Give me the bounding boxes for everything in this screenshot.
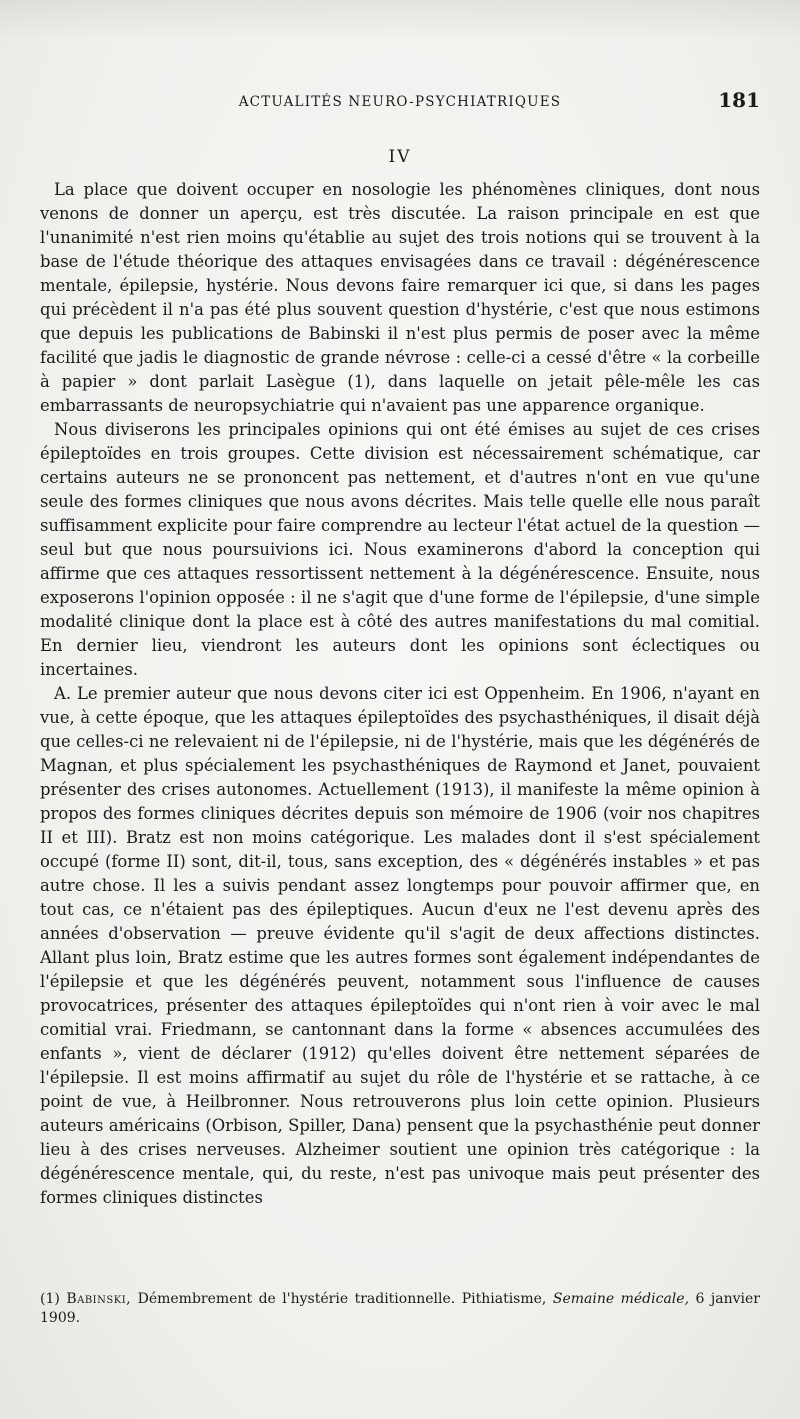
footnote-1 xyxy=(40,1290,760,1328)
body-text xyxy=(40,178,760,1210)
running-title: ACTUALITÉS NEURO-PSYCHIATRIQUES xyxy=(238,94,562,110)
footnote-date: 6 janvier 1909. xyxy=(40,1291,760,1326)
paragraph-intro: La place que doivent occuper en nosologie les phénomènes cliniques, dont nous venons de donner un aperçu, est très discutée. La raison principale en est que l'unanimité n'est rien moins qu'établie au sujet des trois notions qui se trouvent à la base de l'étude théorique des attaques envisagées dans ce travail : dégénérescence mentale, épilepsie, hystérie. Nous devons faire remarquer ici que, si dans les pages qui précèdent il n'a pas été plus souvent question d'hystérie, c'est que nous estimons que depuis les publications de Babinski il n'est plus permis de poser avec la même facilité que jadis le diagnostic de grande névrose : celle-ci a cessé d'être « la corbeille à papier » dont parlait Lasègue (1), dans laquelle on jetait pêle-mêle les cas embarrassants de neuropsychiatrie qui n'avaient pas une apparence organique. xyxy=(40,180,760,415)
footnote-journal: Semaine médicale, xyxy=(552,1291,690,1307)
page-number: 181 xyxy=(718,88,760,112)
scan-edge-shadow xyxy=(0,0,800,40)
paragraph-division: Nous diviserons les principales opinions qui ont été émises au sujet de ces crises épileptoïdes en trois groupes. Cette division est nécessairement schématique, car certains auteurs ne se prononcent pas nettement, et d'autres n'ont en vue qu'une seule des formes cliniques que nous avons décrites. Mais telle quelle elle nous paraît suffisamment explicite pour faire comprendre au lecteur l'état actuel de la question — seul but que nous poursuivions ici. Nous examinerons d'abord la conception qui affirme que ces attaques ressortissent nettement à la dégénérescence. Ensuite, nous exposerons l'opinion opposée : il ne s'agit que d'une forme de l'épilepsie, d'une simple modalité clinique dont la place est à côté des autres manifestations du mal comitial. En dernier lieu, viendront les auteurs dont les opinions sont éclectiques ou incertaines. xyxy=(40,420,760,679)
paragraph-oppenheim: A. Le premier auteur que nous devons citer ici est Oppenheim. En 1906, n'ayant en vue, à cette époque, que les attaques épileptoïdes des psychasthéniques, il disait déjà que celles-ci ne relevaient ni de l'épilepsie, ni de l'hystérie, mais que les dégénérés de Magnan, et plus spécialement les psychasthéniques de Raymond et Janet, pouvaient présenter des crises autonomes. Actuellement (1913), il manifeste la même opinion à propos des formes cliniques décrites depuis son mémoire de 1906 (voir nos chapitres II et III). Bratz est non moins catégorique. Les malades dont il s'est spécialement occupé (forme II) sont, dit-il, tous, sans exception, des « dégénérés instables » et pas autre chose. Il les a suivis pendant assez longtemps pour pouvoir affirmer que, en tout cas, ce n'étaient pas des épileptiques. Aucun d'eux ne l'est devenu après des années d'observation — preuve évidente qu'il s'agit de deux affections distinctes. Allant plus loin, Bratz estime que les autres formes sont également indépendantes de l'épilepsie et que les dégénérés peuvent, notamment sous l'influence de causes provocatrices, présenter des attaques épileptoïdes qui n'ont rien à voir avec le mal comitial vrai. Friedmann, se cantonnant dans la forme « absences accumulées des enfants », vient de déclarer (1912) qu'elles doivent être nettement séparées de l'épilepsie. Il est moins affirmatif au sujet du rôle de l'hystérie et se rattache, à ce point de vue, à Heilbronner. Nous retrouverons plus loin cette opinion. Plusieurs auteurs américains (Orbison, Spiller, Dana) pensent que la psychasthénie peut donner lieu à des crises nerveuses. Alzheimer soutient une opinion très catégorique : la dégénérescence mentale, qui, du reste, n'est pas univoque mais peut présenter des formes cliniques distinctes xyxy=(40,684,760,1207)
page-header xyxy=(40,88,760,118)
footnote-marker: (1) xyxy=(40,1291,60,1307)
footnotes xyxy=(40,1290,760,1328)
footnote-author: Babinski, xyxy=(66,1291,132,1307)
section-heading: IV xyxy=(388,147,412,167)
footnote-text: Démembrement de l'hystérie traditionnelle. Pithiatisme, xyxy=(137,1291,547,1307)
